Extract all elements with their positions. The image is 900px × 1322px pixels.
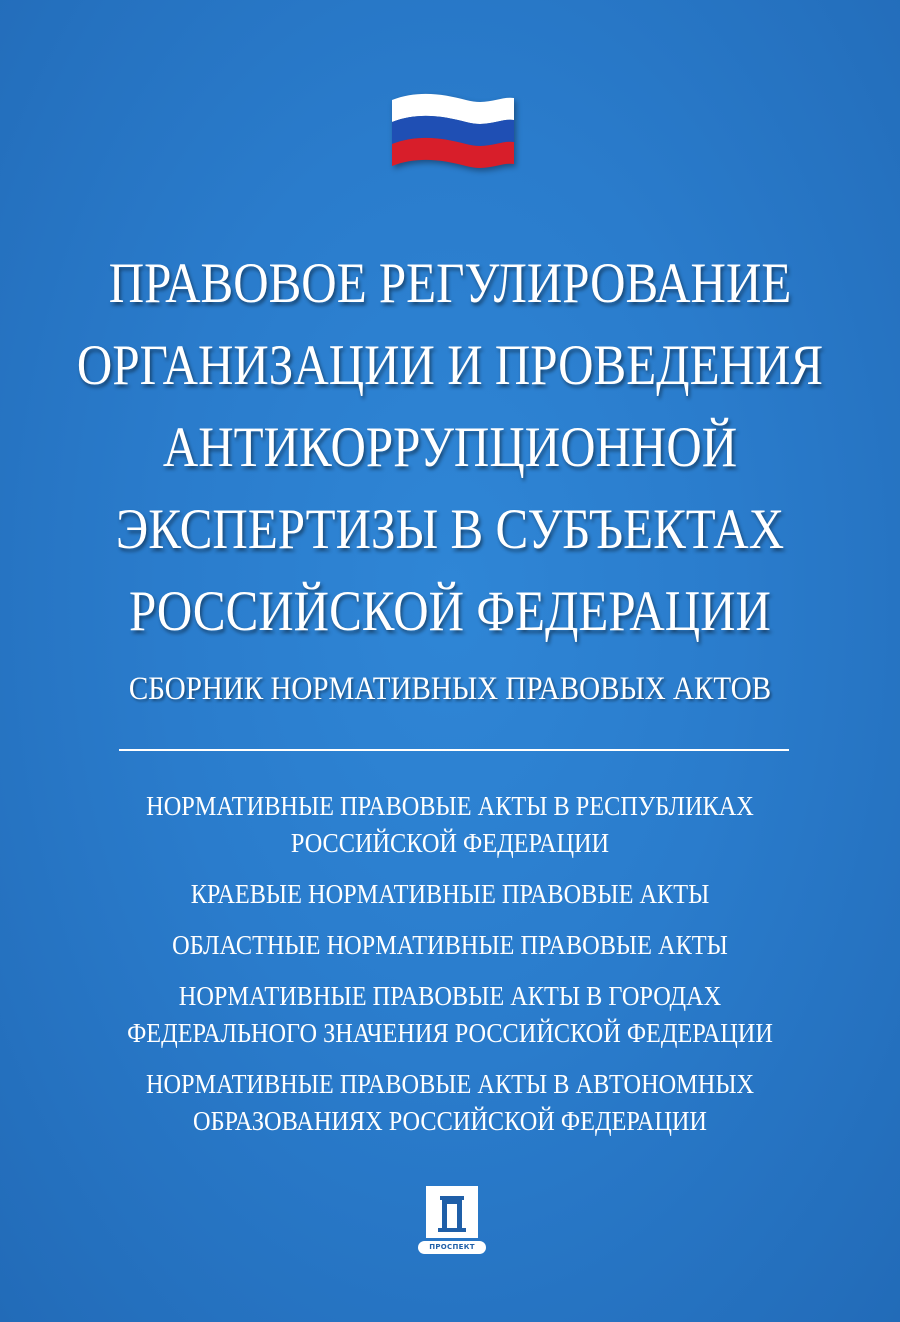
contents-item-line: НОРМАТИВНЫЕ ПРАВОВЫЕ АКТЫ В РЕСПУБЛИКАХ	[146, 791, 754, 821]
publisher-name: ПРОСПЕКТ	[418, 1241, 486, 1254]
book-subtitle: СБОРНИК НОРМАТИВНЫХ ПРАВОВЫХ АКТОВ	[128, 671, 772, 707]
contents-item-line: ОБЛАСТНЫЕ НОРМАТИВНЫЕ ПРАВОВЫЕ АКТЫ	[172, 930, 728, 960]
prospekt-logo-mark	[426, 1186, 478, 1238]
contents-item-line: НОРМАТИВНЫЕ ПРАВОВЫЕ АКТЫ В ГОРОДАХ	[178, 981, 722, 1011]
title-line: ПРАВОВОЕ РЕГУЛИРОВАНИЕ	[108, 252, 792, 315]
prospekt-logo-icon	[426, 1186, 478, 1238]
title-line: РОССИЙСКОЙ ФЕДЕРАЦИИ	[129, 580, 771, 643]
contents-item-line: НОРМАТИВНЫЕ ПРАВОВЫЕ АКТЫ В АВТОНОМНЫХ	[145, 1069, 755, 1099]
contents-item-line: РОССИЙСКОЙ ФЕДЕРАЦИИ	[290, 828, 610, 858]
contents-item	[45, 788, 855, 862]
contents-list	[45, 788, 855, 1154]
publisher-logo	[418, 1186, 486, 1254]
russian-flag-icon	[388, 90, 518, 176]
title-line: ЭКСПЕРТИЗЫ В СУБЪЕКТАХ	[115, 498, 785, 561]
contents-item	[45, 978, 855, 1052]
contents-item	[45, 876, 855, 913]
contents-item-line: ФЕДЕРАЛЬНОГО ЗНАЧЕНИЯ РОССИЙСКОЙ ФЕДЕРАЦИИ	[127, 1018, 773, 1048]
contents-item-line: КРАЕВЫЕ НОРМАТИВНЫЕ ПРАВОВЫЕ АКТЫ	[190, 879, 710, 909]
book-title	[63, 243, 837, 653]
title-line: АНТИКОРРУПЦИОННОЙ	[162, 416, 738, 479]
contents-item-line: ОБРАЗОВАНИЯХ РОССИЙСКОЙ ФЕДЕРАЦИИ	[193, 1106, 707, 1136]
contents-item	[45, 1066, 855, 1140]
title-line: ОРГАНИЗАЦИИ И ПРОВЕДЕНИЯ	[76, 334, 824, 397]
contents-item	[45, 927, 855, 964]
divider	[119, 749, 789, 751]
